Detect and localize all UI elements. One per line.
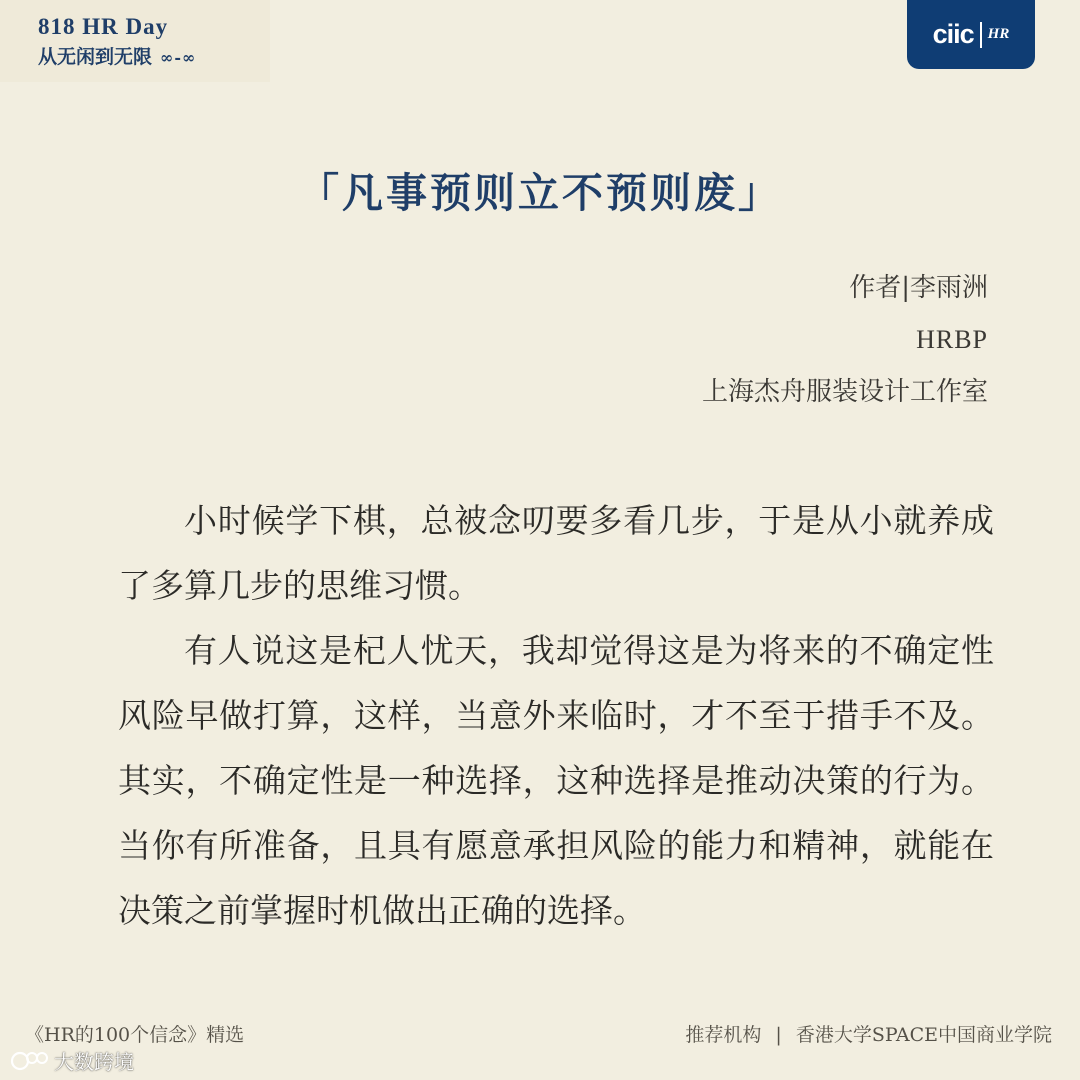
footer-separator: |: [775, 1024, 782, 1046]
recommend-note: [685, 1020, 1052, 1047]
author-organization: 上海杰舟服装设计工作室: [701, 377, 988, 407]
event-subtitle-text: 从无闲到无限: [38, 46, 153, 68]
watermark: [10, 1046, 134, 1075]
event-brand: [0, 0, 270, 82]
paragraph: 有人说这是杞人忧天，我却觉得这是为将来的不确定性风险早做打算，这样，当意外来临时，才不至于措手不及。其实，不确定性是一种选择，这种选择是推动决策的行为。当你有所准备，且具有愿意承担风险的能力和精神，就能在决策之前掌握时机做出正确的选择。: [118, 631, 994, 930]
watermark-text: 大数跨境: [54, 1050, 134, 1074]
source-note: 《HR的100个信念》精选: [25, 1024, 245, 1046]
author-info: [702, 266, 988, 422]
author-name: 作者|李雨洲: [849, 273, 988, 303]
article-title: 「凡事预则立不预则废」: [298, 169, 782, 217]
article-body: [118, 488, 994, 943]
event-title: 818 HR Day: [38, 14, 169, 39]
paragraph: 小时候学下棋，总被念叨要多看几步，于是从小就养成了多算几步的思维习惯。: [118, 501, 994, 605]
author-role: HRBP: [916, 325, 988, 354]
infinity-mark: ∞-∞: [160, 48, 197, 67]
logo-divider: [980, 22, 982, 48]
event-subtitle: [38, 42, 196, 69]
ciic-logo: [907, 0, 1035, 69]
hr-logo-icon: HR: [987, 26, 1010, 42]
recommend-label: 推荐机构: [685, 1024, 762, 1046]
watermark-logo-icon: [10, 1049, 50, 1073]
ciic-logo-text: ciic: [932, 19, 974, 49]
recommend-organization: 香港大学SPACE中国商业学院: [795, 1024, 1052, 1046]
